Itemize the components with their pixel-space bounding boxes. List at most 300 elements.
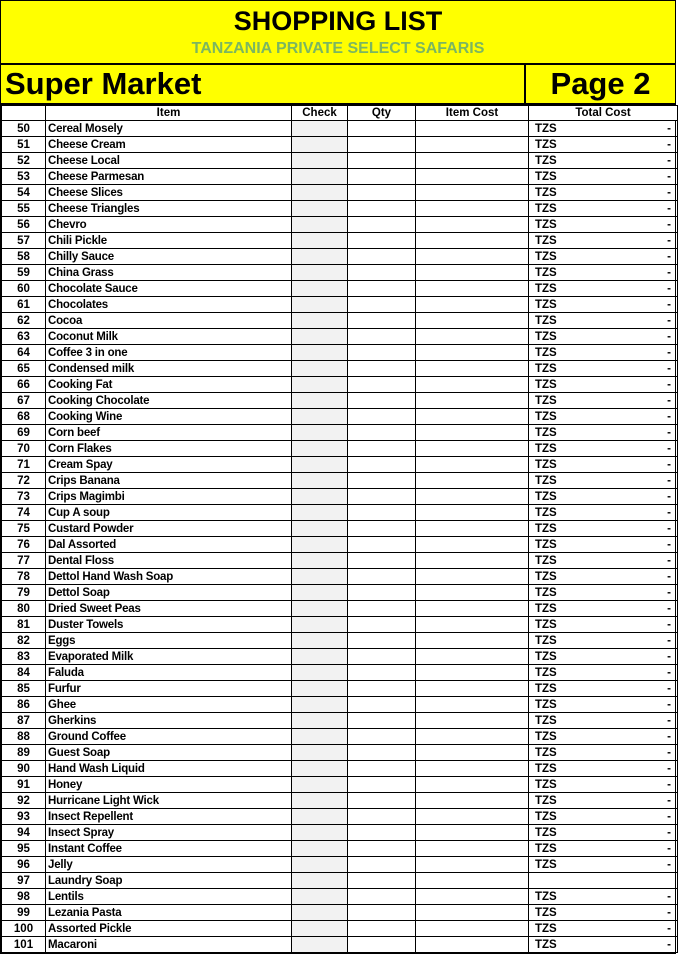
qty-cell[interactable] xyxy=(348,697,416,713)
header-item-cost: Item Cost xyxy=(416,106,529,121)
qty-cell[interactable] xyxy=(348,761,416,777)
check-cell[interactable] xyxy=(292,425,348,441)
qty-cell[interactable] xyxy=(348,249,416,265)
qty-cell[interactable] xyxy=(348,873,416,889)
check-cell[interactable] xyxy=(292,761,348,777)
qty-cell[interactable] xyxy=(348,297,416,313)
item-name: Instant Coffee xyxy=(46,841,292,857)
qty-cell[interactable] xyxy=(348,121,416,137)
check-cell[interactable] xyxy=(292,665,348,681)
currency-label: TZS xyxy=(535,634,557,647)
item-cost-cell[interactable] xyxy=(416,361,529,377)
total-value: - xyxy=(667,122,671,135)
check-cell[interactable] xyxy=(292,633,348,649)
table-row xyxy=(2,793,678,809)
item-name: Dettol Soap xyxy=(46,585,292,601)
check-cell[interactable] xyxy=(292,745,348,761)
qty-cell[interactable] xyxy=(348,777,416,793)
total-cost-cell xyxy=(529,649,678,665)
item-cost-cell[interactable] xyxy=(416,249,529,265)
table-row xyxy=(2,569,678,585)
check-cell[interactable] xyxy=(292,265,348,281)
item-cost-cell[interactable] xyxy=(416,713,529,729)
qty-cell[interactable] xyxy=(348,569,416,585)
item-cost-cell[interactable] xyxy=(416,601,529,617)
item-cost-cell[interactable] xyxy=(416,569,529,585)
item-name: Cheese Local xyxy=(46,153,292,169)
item-cost-cell[interactable] xyxy=(416,873,529,889)
total-value: - xyxy=(667,682,671,695)
currency-label: TZS xyxy=(535,314,557,327)
total-value: - xyxy=(667,650,671,663)
qty-cell[interactable] xyxy=(348,905,416,921)
currency-label: TZS xyxy=(535,906,557,919)
check-cell[interactable] xyxy=(292,681,348,697)
currency-label: TZS xyxy=(535,586,557,599)
qty-cell[interactable] xyxy=(348,841,416,857)
qty-cell[interactable] xyxy=(348,393,416,409)
item-cost-cell[interactable] xyxy=(416,457,529,473)
row-number: 66 xyxy=(2,377,46,393)
total-value: - xyxy=(667,378,671,391)
check-cell[interactable] xyxy=(292,809,348,825)
check-cell[interactable] xyxy=(292,841,348,857)
qty-cell[interactable] xyxy=(348,809,416,825)
item-cost-cell[interactable] xyxy=(416,153,529,169)
item-name: Macaroni xyxy=(46,937,292,953)
qty-cell[interactable] xyxy=(348,889,416,905)
total-value: - xyxy=(667,938,671,951)
qty-cell[interactable] xyxy=(348,425,416,441)
total-cost-cell xyxy=(529,121,678,137)
check-cell[interactable] xyxy=(292,825,348,841)
total-value: - xyxy=(667,602,671,615)
qty-cell[interactable] xyxy=(348,537,416,553)
qty-cell[interactable] xyxy=(348,409,416,425)
qty-cell[interactable] xyxy=(348,713,416,729)
total-value: - xyxy=(667,538,671,551)
check-cell[interactable] xyxy=(292,329,348,345)
currency-label: TZS xyxy=(535,666,557,679)
item-cost-cell[interactable] xyxy=(416,169,529,185)
table-header-row xyxy=(2,106,678,121)
qty-cell[interactable] xyxy=(348,825,416,841)
qty-cell[interactable] xyxy=(348,473,416,489)
item-cost-cell[interactable] xyxy=(416,217,529,233)
check-cell[interactable] xyxy=(292,457,348,473)
row-number: 78 xyxy=(2,569,46,585)
row-number: 80 xyxy=(2,601,46,617)
currency-label: TZS xyxy=(535,458,557,471)
total-value: - xyxy=(667,698,671,711)
total-value: - xyxy=(667,346,671,359)
total-cost-cell xyxy=(529,665,678,681)
check-cell[interactable] xyxy=(292,569,348,585)
item-cost-cell[interactable] xyxy=(416,137,529,153)
item-name: Insect Spray xyxy=(46,825,292,841)
total-cost-cell xyxy=(529,809,678,825)
check-cell[interactable] xyxy=(292,537,348,553)
qty-cell[interactable] xyxy=(348,457,416,473)
row-number: 79 xyxy=(2,585,46,601)
total-cost-cell xyxy=(529,633,678,649)
check-cell[interactable] xyxy=(292,217,348,233)
check-cell[interactable] xyxy=(292,153,348,169)
row-number: 101 xyxy=(2,937,46,953)
item-cost-cell[interactable] xyxy=(416,857,529,873)
table-row xyxy=(2,873,678,889)
item-name: Evaporated Milk xyxy=(46,649,292,665)
qty-cell[interactable] xyxy=(348,169,416,185)
qty-cell[interactable] xyxy=(348,441,416,457)
qty-cell[interactable] xyxy=(348,857,416,873)
currency-label: TZS xyxy=(535,170,557,183)
total-cost-cell xyxy=(529,745,678,761)
table-row xyxy=(2,617,678,633)
total-cost-cell xyxy=(529,441,678,457)
item-cost-cell[interactable] xyxy=(416,489,529,505)
total-value: - xyxy=(667,314,671,327)
row-number: 77 xyxy=(2,553,46,569)
item-name: Cheese Triangles xyxy=(46,201,292,217)
row-number: 50 xyxy=(2,121,46,137)
qty-cell[interactable] xyxy=(348,729,416,745)
page-title: SHOPPING LIST xyxy=(233,6,443,36)
item-cost-cell[interactable] xyxy=(416,313,529,329)
currency-label: TZS xyxy=(535,826,557,839)
item-cost-cell[interactable] xyxy=(416,889,529,905)
qty-cell[interactable] xyxy=(348,329,416,345)
qty-cell[interactable] xyxy=(348,313,416,329)
row-number: 65 xyxy=(2,361,46,377)
currency-label: TZS xyxy=(535,346,557,359)
total-cost-cell xyxy=(529,425,678,441)
check-cell[interactable] xyxy=(292,857,348,873)
total-value: - xyxy=(667,202,671,215)
total-value: - xyxy=(667,586,671,599)
check-cell[interactable] xyxy=(292,585,348,601)
item-cost-cell[interactable] xyxy=(416,441,529,457)
item-name: Cup A soup xyxy=(46,505,292,521)
check-cell[interactable] xyxy=(292,233,348,249)
row-number: 88 xyxy=(2,729,46,745)
table-row xyxy=(2,777,678,793)
row-number: 83 xyxy=(2,649,46,665)
item-cost-cell[interactable] xyxy=(416,537,529,553)
qty-cell[interactable] xyxy=(348,137,416,153)
item-cost-cell[interactable] xyxy=(416,425,529,441)
table-row xyxy=(2,697,678,713)
check-cell[interactable] xyxy=(292,793,348,809)
item-cost-cell[interactable] xyxy=(416,297,529,313)
currency-label: TZS xyxy=(535,490,557,503)
currency-label: TZS xyxy=(535,138,557,151)
row-number: 99 xyxy=(2,905,46,921)
check-cell[interactable] xyxy=(292,137,348,153)
item-name: Dal Assorted xyxy=(46,537,292,553)
item-name: Corn Flakes xyxy=(46,441,292,457)
check-cell[interactable] xyxy=(292,281,348,297)
qty-cell[interactable] xyxy=(348,233,416,249)
item-name: Condensed milk xyxy=(46,361,292,377)
item-name: Ghee xyxy=(46,697,292,713)
table-row xyxy=(2,121,678,137)
currency-label: TZS xyxy=(535,778,557,791)
row-number: 93 xyxy=(2,809,46,825)
currency-label: TZS xyxy=(535,650,557,663)
check-cell[interactable] xyxy=(292,889,348,905)
total-value: - xyxy=(667,922,671,935)
total-cost-cell xyxy=(529,377,678,393)
total-cost-cell xyxy=(529,937,678,953)
total-value: - xyxy=(667,746,671,759)
total-value: - xyxy=(667,458,671,471)
qty-cell[interactable] xyxy=(348,345,416,361)
total-value: - xyxy=(667,218,671,231)
shopping-table xyxy=(1,105,678,953)
qty-cell[interactable] xyxy=(348,633,416,649)
check-cell[interactable] xyxy=(292,185,348,201)
check-cell[interactable] xyxy=(292,937,348,953)
check-cell[interactable] xyxy=(292,921,348,937)
item-cost-cell[interactable] xyxy=(416,377,529,393)
qty-cell[interactable] xyxy=(348,377,416,393)
item-cost-cell[interactable] xyxy=(416,729,529,745)
check-cell[interactable] xyxy=(292,649,348,665)
qty-cell[interactable] xyxy=(348,281,416,297)
qty-cell[interactable] xyxy=(348,153,416,169)
item-name: Chili Pickle xyxy=(46,233,292,249)
item-cost-cell[interactable] xyxy=(416,281,529,297)
header-band xyxy=(1,65,675,105)
item-cost-cell[interactable] xyxy=(416,185,529,201)
check-cell[interactable] xyxy=(292,249,348,265)
check-cell[interactable] xyxy=(292,697,348,713)
total-cost-cell xyxy=(529,329,678,345)
table-row xyxy=(2,553,678,569)
item-cost-cell[interactable] xyxy=(416,937,529,953)
check-cell[interactable] xyxy=(292,873,348,889)
check-cell[interactable] xyxy=(292,553,348,569)
check-cell[interactable] xyxy=(292,297,348,313)
check-cell[interactable] xyxy=(292,361,348,377)
item-cost-cell[interactable] xyxy=(416,505,529,521)
total-value: - xyxy=(667,826,671,839)
table-row xyxy=(2,201,678,217)
total-value: - xyxy=(667,266,671,279)
table-row xyxy=(2,153,678,169)
check-cell[interactable] xyxy=(292,905,348,921)
total-cost-cell xyxy=(529,537,678,553)
currency-label: TZS xyxy=(535,890,557,903)
check-cell[interactable] xyxy=(292,777,348,793)
item-cost-cell[interactable] xyxy=(416,265,529,281)
row-number: 57 xyxy=(2,233,46,249)
check-cell[interactable] xyxy=(292,441,348,457)
item-cost-cell[interactable] xyxy=(416,329,529,345)
currency-label: TZS xyxy=(535,378,557,391)
item-cost-cell[interactable] xyxy=(416,617,529,633)
table-row xyxy=(2,633,678,649)
check-cell[interactable] xyxy=(292,201,348,217)
currency-label: TZS xyxy=(535,858,557,871)
qty-cell[interactable] xyxy=(348,521,416,537)
qty-cell[interactable] xyxy=(348,265,416,281)
item-cost-cell[interactable] xyxy=(416,793,529,809)
qty-cell[interactable] xyxy=(348,921,416,937)
qty-cell[interactable] xyxy=(348,665,416,681)
total-cost-cell xyxy=(529,729,678,745)
row-number: 95 xyxy=(2,841,46,857)
check-cell[interactable] xyxy=(292,345,348,361)
row-number: 90 xyxy=(2,761,46,777)
item-cost-cell[interactable] xyxy=(416,473,529,489)
check-cell[interactable] xyxy=(292,521,348,537)
qty-cell[interactable] xyxy=(348,585,416,601)
row-number: 82 xyxy=(2,633,46,649)
currency-label: TZS xyxy=(535,298,557,311)
item-name: Faluda xyxy=(46,665,292,681)
item-cost-cell[interactable] xyxy=(416,553,529,569)
header-number xyxy=(2,106,46,121)
check-cell[interactable] xyxy=(292,729,348,745)
qty-cell[interactable] xyxy=(348,601,416,617)
check-cell[interactable] xyxy=(292,121,348,137)
item-name: Dried Sweet Peas xyxy=(46,601,292,617)
qty-cell[interactable] xyxy=(348,553,416,569)
total-cost-cell xyxy=(529,761,678,777)
check-cell[interactable] xyxy=(292,713,348,729)
item-cost-cell[interactable] xyxy=(416,233,529,249)
row-number: 51 xyxy=(2,137,46,153)
row-number: 94 xyxy=(2,825,46,841)
total-cost-cell xyxy=(529,281,678,297)
item-name: Cheese Parmesan xyxy=(46,169,292,185)
currency-label: TZS xyxy=(535,522,557,535)
item-name: Duster Towels xyxy=(46,617,292,633)
item-name: Honey xyxy=(46,777,292,793)
table-row xyxy=(2,857,678,873)
item-name: Cooking Wine xyxy=(46,409,292,425)
total-value: - xyxy=(667,442,671,455)
check-cell[interactable] xyxy=(292,473,348,489)
item-cost-cell[interactable] xyxy=(416,665,529,681)
total-cost-cell xyxy=(529,681,678,697)
total-cost-cell xyxy=(529,137,678,153)
item-name: Cooking Fat xyxy=(46,377,292,393)
qty-cell[interactable] xyxy=(348,217,416,233)
currency-label: TZS xyxy=(535,794,557,807)
check-cell[interactable] xyxy=(292,169,348,185)
item-cost-cell[interactable] xyxy=(416,841,529,857)
item-cost-cell[interactable] xyxy=(416,905,529,921)
total-value: - xyxy=(667,474,671,487)
total-cost-cell xyxy=(529,233,678,249)
header-check: Check xyxy=(292,106,348,121)
item-name: Crips Banana xyxy=(46,473,292,489)
total-cost-cell xyxy=(529,361,678,377)
total-value: - xyxy=(667,506,671,519)
title-band xyxy=(1,1,675,65)
row-number: 56 xyxy=(2,217,46,233)
item-cost-cell[interactable] xyxy=(416,633,529,649)
currency-label: TZS xyxy=(535,410,557,423)
item-cost-cell[interactable] xyxy=(416,649,529,665)
total-cost-cell xyxy=(529,217,678,233)
total-cost-cell xyxy=(529,185,678,201)
qty-cell[interactable] xyxy=(348,505,416,521)
row-number: 74 xyxy=(2,505,46,521)
item-name: Cereal Mosely xyxy=(46,121,292,137)
item-cost-cell[interactable] xyxy=(416,585,529,601)
total-cost-cell xyxy=(529,201,678,217)
row-number: 91 xyxy=(2,777,46,793)
item-cost-cell[interactable] xyxy=(416,825,529,841)
total-value: - xyxy=(667,842,671,855)
currency-label: TZS xyxy=(535,250,557,263)
row-number: 71 xyxy=(2,457,46,473)
row-number: 84 xyxy=(2,665,46,681)
item-cost-cell[interactable] xyxy=(416,745,529,761)
total-cost-cell xyxy=(529,889,678,905)
item-name: Corn beef xyxy=(46,425,292,441)
item-cost-cell[interactable] xyxy=(416,761,529,777)
item-cost-cell[interactable] xyxy=(416,521,529,537)
item-cost-cell[interactable] xyxy=(416,921,529,937)
row-number: 62 xyxy=(2,313,46,329)
table-row xyxy=(2,665,678,681)
header-item: Item xyxy=(46,106,292,121)
item-cost-cell[interactable] xyxy=(416,409,529,425)
qty-cell[interactable] xyxy=(348,937,416,953)
total-cost-cell xyxy=(529,169,678,185)
item-cost-cell[interactable] xyxy=(416,121,529,137)
qty-cell[interactable] xyxy=(348,201,416,217)
row-number: 54 xyxy=(2,185,46,201)
qty-cell[interactable] xyxy=(348,185,416,201)
qty-cell[interactable] xyxy=(348,617,416,633)
check-cell[interactable] xyxy=(292,489,348,505)
table-row xyxy=(2,505,678,521)
check-cell[interactable] xyxy=(292,313,348,329)
check-cell[interactable] xyxy=(292,409,348,425)
item-cost-cell[interactable] xyxy=(416,777,529,793)
qty-cell[interactable] xyxy=(348,649,416,665)
item-cost-cell[interactable] xyxy=(416,809,529,825)
item-cost-cell[interactable] xyxy=(416,201,529,217)
check-cell[interactable] xyxy=(292,393,348,409)
qty-cell[interactable] xyxy=(348,745,416,761)
total-cost-cell xyxy=(529,457,678,473)
item-cost-cell[interactable] xyxy=(416,697,529,713)
item-name: Crips Magimbi xyxy=(46,489,292,505)
qty-cell[interactable] xyxy=(348,681,416,697)
item-cost-cell[interactable] xyxy=(416,393,529,409)
item-cost-cell[interactable] xyxy=(416,345,529,361)
check-cell[interactable] xyxy=(292,617,348,633)
qty-cell[interactable] xyxy=(348,793,416,809)
qty-cell[interactable] xyxy=(348,361,416,377)
item-cost-cell[interactable] xyxy=(416,681,529,697)
currency-label: TZS xyxy=(535,714,557,727)
total-value: - xyxy=(667,394,671,407)
row-number: 63 xyxy=(2,329,46,345)
qty-cell[interactable] xyxy=(348,489,416,505)
table-row xyxy=(2,329,678,345)
check-cell[interactable] xyxy=(292,377,348,393)
check-cell[interactable] xyxy=(292,601,348,617)
check-cell[interactable] xyxy=(292,505,348,521)
